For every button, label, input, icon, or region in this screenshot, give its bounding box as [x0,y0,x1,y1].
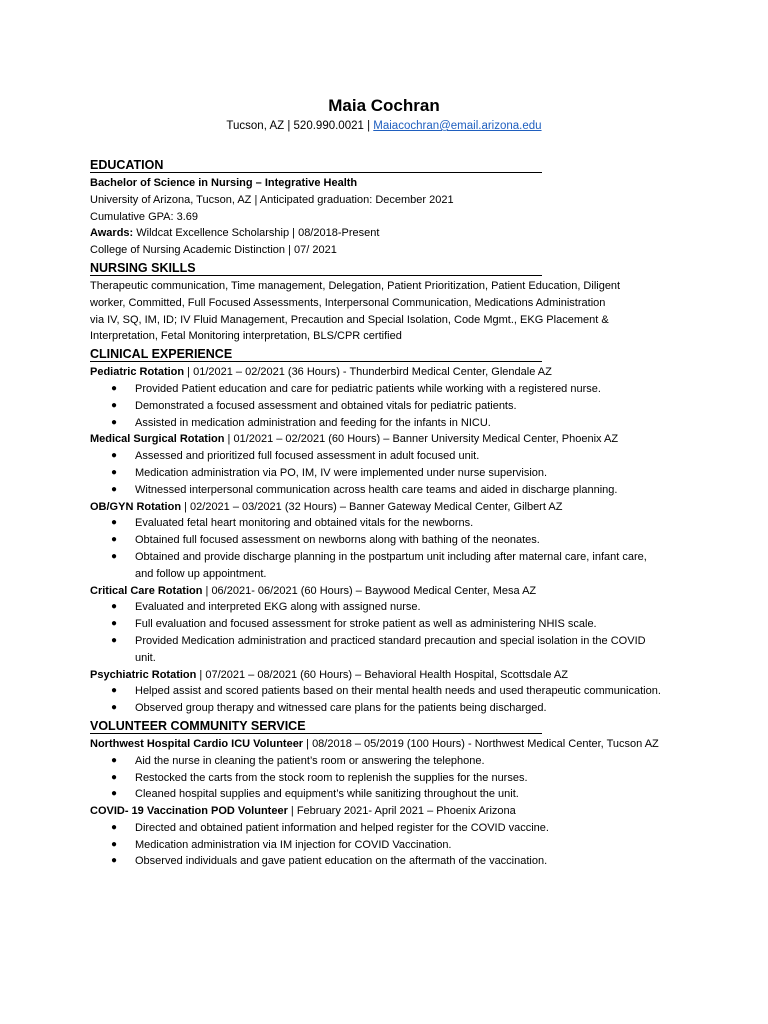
bullet-icon: ● [111,771,118,783]
bullet-text: Cleaned hospital supplies and equipment’s while sanitizing throughout the unit. [135,788,519,801]
list-item [90,820,665,837]
entry-title: OB/GYN Rotation [90,500,182,513]
bullet-text: Obtained full focused assessment on newborns along with bathing of the neonates. [135,534,540,547]
bullet-icon: ● [111,685,118,697]
contact-line [0,120,768,132]
list-item [90,465,665,482]
clinical-entry-med-surg [90,431,680,498]
volunteer-entry-covid-pod [90,803,680,870]
entry-detail: | February 2021- April 2021 – Phoenix Arizona [287,805,516,818]
entry-detail: | 02/2021 – 03/2021 (32 Hours) – Banner Gateway Medical Center, Gilbert AZ [181,500,563,513]
entry-detail: | 08/2018 – 05/2019 (100 Hours) - Northwest Medical Center, Tucson AZ [303,737,659,750]
resume-name: Maia Cochran [328,96,440,115]
entry-detail: | 07/2021 – 08/2021 (60 Hours) – Behavioral Health Hospital, Scottsdale AZ [196,668,568,681]
skills-line: via IV, SQ, IM, ID; IV Fluid Management, Precaution and Special Isolation, Code Mgmt., EKG Placement & [90,313,609,326]
entry-title: Critical Care Rotation [90,584,203,597]
bullet-text: Assisted in medication administration and feeding for the infants in NICU. [135,416,491,429]
bullet-list [90,753,680,803]
skills-line: Interpretation, Fetal Monitoring interpretation, BLS/CPR certified [90,330,402,343]
clinical-entry-critical-care [90,583,680,667]
bullet-icon: ● [111,550,118,562]
entry-header [90,499,680,516]
entry-header [90,667,680,684]
bullet-icon: ● [111,382,118,394]
bullet-icon: ● [111,399,118,411]
bullet-text: Helped assist and scored patients based on their mental health needs and used therapeutic communication. [135,685,661,698]
bullet-text: Provided Medication administration and practiced standard precaution and special isolation in the COVID unit. [135,634,646,664]
degree: Bachelor of Science in Nursing – Integrative Health [90,177,358,189]
bullet-icon: ● [111,754,118,766]
bullet-icon: ● [111,855,118,867]
skills-line: Therapeutic communication, Time management, Delegation, Patient Prioritization, Patient Education, Diligent [90,279,621,292]
bullet-icon: ● [111,838,118,850]
bullet-text: Evaluated fetal heart monitoring and obtained vitals for the newborns. [135,517,474,530]
bullet-text: Directed and obtained patient information and helped register for the COVID vaccine. [135,821,549,834]
list-item [90,415,665,432]
bullet-icon: ● [111,517,118,529]
bullet-icon: ● [111,466,118,478]
entry-header [90,736,665,753]
entry-title: Pediatric Rotation [90,366,185,379]
list-item [90,770,665,787]
list-item [90,633,665,667]
bullet-text: Demonstrated a focused assessment and obtained vitals for pediatric patients. [135,399,517,412]
bullet-icon: ● [111,821,118,833]
bullet-icon: ● [111,702,118,714]
entry-header [90,431,680,448]
clinical-entry-psychiatric [90,667,680,717]
bullet-list [90,599,680,666]
bullet-list [90,515,680,582]
bullet-text: Observed group therapy and witnessed care plans for the patients being discharged. [135,702,547,715]
bullet-icon: ● [111,416,118,428]
list-item [90,853,665,870]
contact-location-phone: Tucson, AZ | 520.990.0021 | [226,120,374,132]
bullet-text: Restocked the carts from the stock room to replenish the supplies for the nurses. [135,771,528,784]
skills-line: worker, Committed, Full Focused Assessments, Interpersonal Communication, Medications Administration [90,296,606,309]
resume-content [90,156,680,870]
bullet-icon: ● [111,450,118,462]
awards [90,225,680,242]
awards-text: Wildcat Excellence Scholarship | 08/2018-Present [133,227,380,240]
list-item [90,532,665,549]
bullet-text: Aid the nurse in cleaning the patient’s room or answering the telephone. [135,754,485,767]
entry-title: Medical Surgical Rotation [90,433,225,446]
bullet-list [90,381,680,431]
entry-title: Northwest Hospital Cardio ICU Volunteer [90,737,304,750]
list-item [90,753,665,770]
bullet-text: Assessed and prioritized full focused assessment in adult focused unit. [135,450,480,463]
education-heading: EDUCATION [90,156,542,173]
clinical-entry-obgyn [90,499,680,583]
entry-header [90,583,680,600]
bullet-icon: ● [111,483,118,495]
entry-header [90,803,680,820]
list-item [90,683,665,700]
bullet-text: Provided Patient education and care for pediatric patients while working with a registered nurse. [135,382,601,395]
bullet-text: Evaluated and interpreted EKG along with assigned nurse. [135,601,421,614]
list-item [90,515,665,532]
entry-header [90,364,680,381]
entry-detail: | 01/2021 – 02/2021 (36 Hours) - Thunderbird Medical Center, Glendale AZ [184,366,552,379]
list-item [90,599,665,616]
entry-title: COVID- 19 Vaccination POD Volunteer [90,805,288,818]
awards-label: Awards: [90,227,134,240]
list-item [90,381,665,398]
bullet-list [90,448,680,498]
entry-title: Psychiatric Rotation [90,668,197,681]
list-item [90,786,665,803]
bullet-text: Full evaluation and focused assessment for stroke patient as well as administering NHIS scale. [135,618,597,631]
list-item [90,482,665,499]
bullet-icon: ● [111,601,118,613]
entry-detail: | 06/2021- 06/2021 (60 Hours) – Baywood Medical Center, Mesa AZ [202,584,537,597]
list-item [90,549,665,583]
bullet-icon: ● [111,618,118,630]
distinction: College of Nursing Academic Distinction | 07/ 2021 [90,244,337,257]
entry-detail: | 01/2021 – 02/2021 (60 Hours) – Banner University Medical Center, Phoenix AZ [224,433,619,446]
school: University of Arizona, Tucson, AZ | Anticipated graduation: December 2021 [90,193,454,206]
bullet-icon: ● [111,634,118,646]
bullet-text: Medication administration via IM injection for COVID Vaccination. [135,838,452,851]
bullet-list [90,683,680,717]
skills-heading: NURSING SKILLS [90,259,542,276]
clinical-entry-pediatric [90,364,680,431]
bullet-list [90,820,680,870]
bullet-text: Witnessed interpersonal communication across health care teams and aided in discharge planning. [135,483,618,496]
list-item [90,616,665,633]
volunteer-heading: VOLUNTEER COMMUNITY SERVICE [90,717,542,734]
list-item [90,398,665,415]
list-item [90,700,665,717]
bullet-icon: ● [111,534,118,546]
bullet-icon: ● [111,788,118,800]
list-item [90,837,665,854]
email-link[interactable]: Maiacochran@email.arizona.edu [373,120,542,132]
gpa: Cumulative GPA: 3.69 [90,210,199,223]
bullet-text: Medication administration via PO, IM, IV were implemented under nurse supervision. [135,466,548,479]
clinical-heading: CLINICAL EXPERIENCE [90,345,542,362]
list-item [90,448,665,465]
bullet-text: Obtained and provide discharge planning in the postpartum unit including after maternal care, infant care, and follow up appointment. [135,550,647,580]
bullet-text: Observed individuals and gave patient education on the aftermath of the vaccination. [135,855,548,868]
volunteer-entry-cardio-icu [90,736,680,803]
